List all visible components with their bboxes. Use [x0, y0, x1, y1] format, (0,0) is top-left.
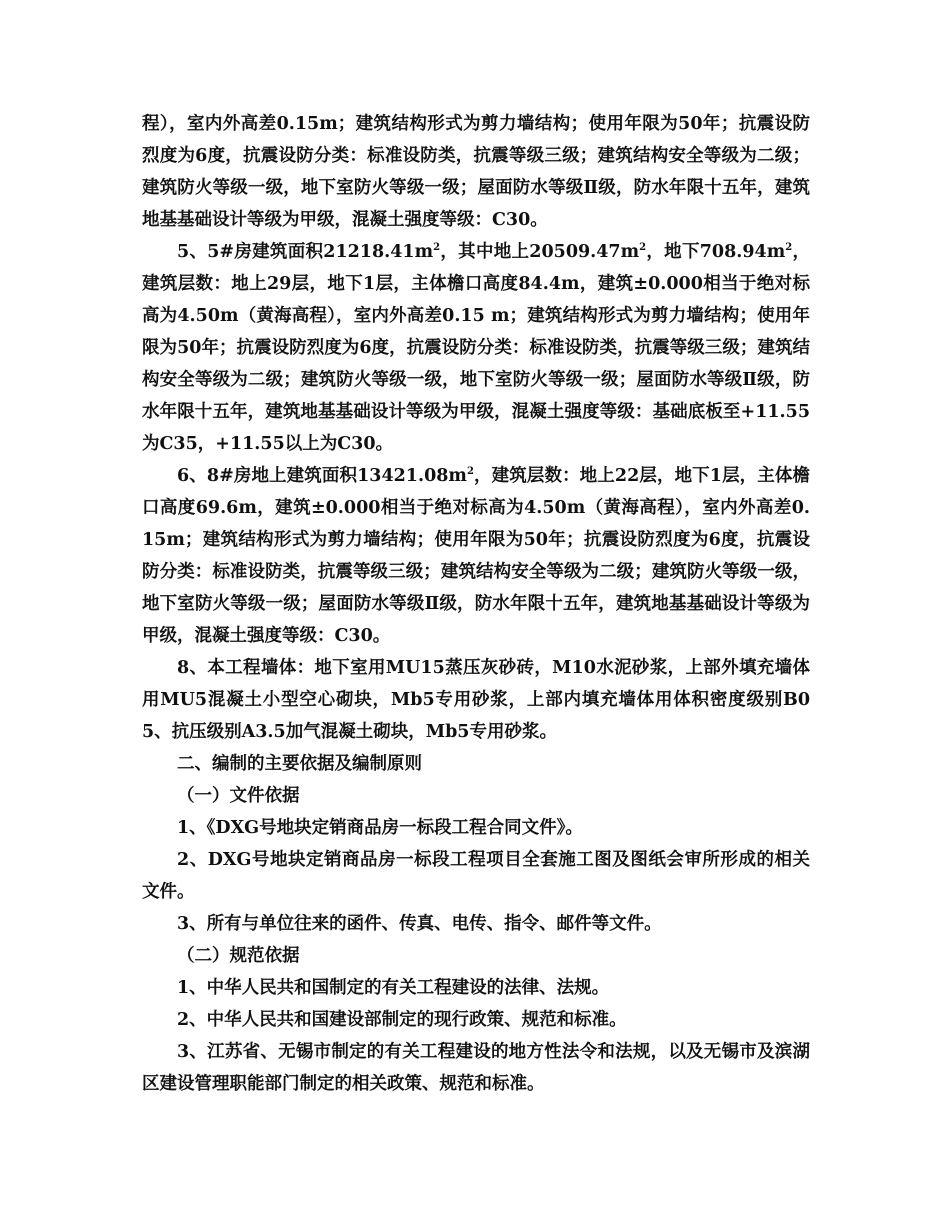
superscript-text: 2	[433, 242, 441, 254]
paragraph-text: ，建筑层数：地上22层，地下1层，主体檐口高度69.6m，建筑±0.000相当于绝对标高为4.50m（黄海高程），室内外高差0.15m；建筑结构形式为剪力墙结构；使用年限为50年；抗震设防烈度为6度，抗震设防分类：标准设防类，抗震等级三级；建筑结构安全等级为二级；建筑防火等级一级，地下室防火等级一级；屋面防水等级Ⅱ级，防水年限十五年，建筑地基基础设计等级为甲级，混凝土强度等级：C30。	[142, 466, 810, 646]
paragraph	[142, 1036, 810, 1100]
paragraph	[142, 108, 810, 236]
superscript-text: 2	[639, 242, 647, 254]
paragraph-text: 1、《DXG号地块定销商品房一标段工程合同文件》。	[177, 818, 583, 838]
paragraph-text: 程），室内外高差0.15m；建筑结构形式为剪力墙结构；使用年限为50年；抗震设防烈度为6度，抗震设防分类：标准设防类，抗震等级三级；建筑结构安全等级为二级；建筑防火等级一级，地下室防火等级一级；屋面防水等级Ⅱ级，防水年限十五年，建筑地基基础设计等级为甲级，混凝土强度等级：C30。	[142, 114, 810, 230]
paragraph	[142, 748, 810, 780]
paragraph	[142, 1004, 810, 1036]
paragraph-text: ，地下708.94m	[646, 242, 786, 262]
paragraph	[142, 812, 810, 844]
paragraph-text: 2、DXG号地块定销商品房一标段工程项目全套施工图及图纸会审所形成的相关文件。	[142, 850, 810, 902]
superscript-text: 2	[785, 242, 793, 254]
paragraph-text: ，建筑层数：地上29层，地下1层，主体檐口高度84.4m，建筑±0.000相当于绝对标高为4.50m（黄海高程），室内外高差0.15 m；建筑结构形式为剪力墙结构；使用年限为50年；抗震设防烈度为6度，抗震设防分类：标准设防类，抗震等级三级；建筑结构安全等级为二级；建筑防火等级一级，地下室防火等级一级；屋面防水等级Ⅱ级，防水年限十五年，建筑地基基础设计等级为甲级，混凝土强度等级：基础底板至+11.55为C35，+11.55以上为C30。	[142, 242, 810, 454]
paragraph	[142, 780, 810, 812]
paragraph-text: 8、本工程墙体：地下室用MU15蒸压灰砂砖，M10水泥砂浆，上部外填充墙体用MU5混凝土小型空心砌块，Mb5专用砂浆，上部内填充墙体用体积密度级别B05、抗压级别A3.5加气混凝土砌块，Mb5专用砂浆。	[142, 658, 810, 742]
paragraph-text: （二）规范依据	[177, 946, 300, 966]
paragraph-text: 6、8#房地上建筑面积13421.08m	[177, 466, 467, 486]
document-page	[142, 108, 810, 1100]
paragraph	[142, 908, 810, 940]
paragraph	[142, 972, 810, 1004]
paragraph	[142, 652, 810, 748]
paragraph	[142, 236, 810, 460]
paragraph-text: ，其中地上20509.47m	[440, 242, 640, 262]
paragraph-text: 3、所有与单位往来的函件、传真、电传、指令、邮件等文件。	[177, 914, 662, 934]
paragraph-text: 3、江苏省、无锡市制定的有关工程建设的地方性法令和法规，以及无锡市及滨湖区建设管理职能部门制定的相关政策、规范和标准。	[142, 1042, 810, 1094]
paragraph	[142, 940, 810, 972]
paragraph-text: 二、编制的主要依据及编制原则	[177, 754, 422, 774]
superscript-text: 2	[466, 466, 474, 478]
paragraph	[142, 460, 810, 652]
paragraph-text: 1、中华人民共和国制定的有关工程建设的法律、法规。	[177, 978, 610, 998]
paragraph-text: 5、5#房建筑面积21218.41m	[177, 242, 434, 262]
paragraph	[142, 844, 810, 908]
paragraph-text: （一）文件依据	[177, 786, 300, 806]
paragraph-text: 2、中华人民共和国建设部制定的现行政策、规范和标准。	[177, 1010, 627, 1030]
